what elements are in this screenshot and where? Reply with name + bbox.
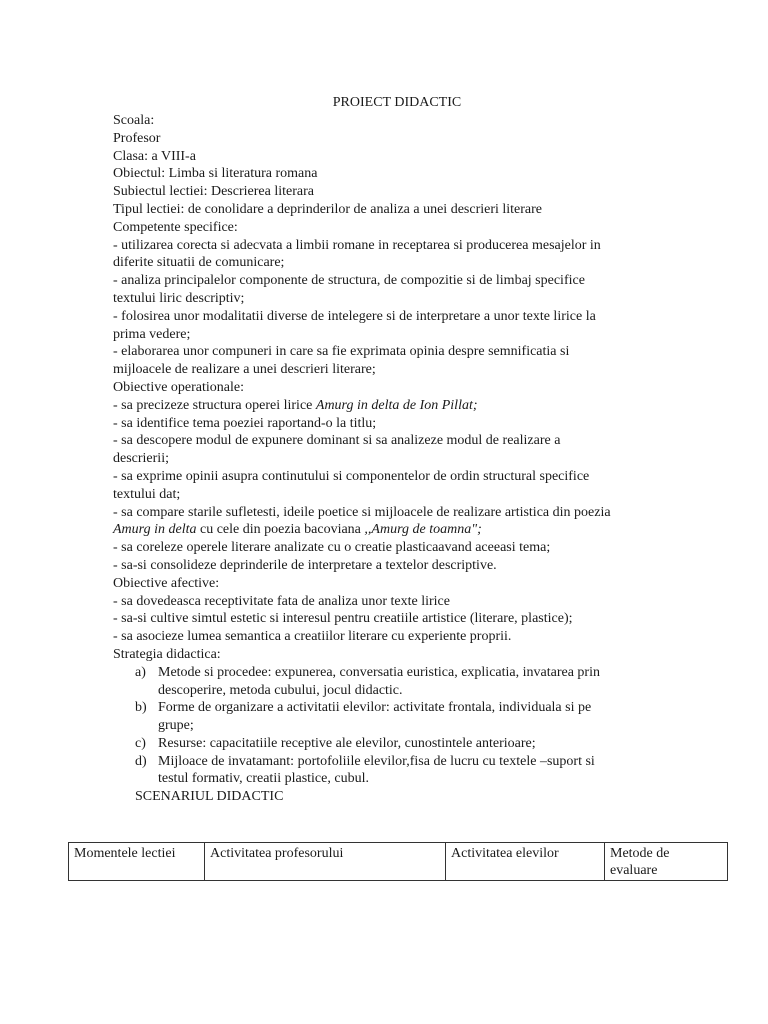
- obiectiv-operational-item-cont: textului dat;: [113, 486, 181, 502]
- list-item: [113, 664, 653, 700]
- competenta-item-cont: mijloacele de realizare a unei descrieri literare;: [113, 362, 376, 378]
- list-marker: c): [135, 735, 146, 751]
- competenta-item-cont: prima vedere;: [113, 326, 191, 342]
- obiectiv-operational-item: - sa-si consolideze deprinderile de interpretare a textelor descriptive.: [113, 557, 497, 573]
- list-marker: b): [135, 700, 147, 716]
- obiectiv-operational-item: - sa coreleze operele literare analizate cu o creatie plasticaavand aceeasi tema;: [113, 540, 551, 556]
- document-title: PROIECT DIDACTIC: [332, 95, 462, 110]
- obiectiv-afectiv-item: - sa asocieze lumea semantica a creatiilor literare cu experiente proprii.: [113, 629, 512, 645]
- list-item-text: testul formativ, creatii plastice, cubul.: [158, 771, 369, 787]
- competente-heading: Competente specifice:: [113, 219, 238, 235]
- obiectiv-text: - sa precizeze structura operei lirice: [113, 397, 316, 413]
- obiectiv-operational-item: - sa descopere modul de expunere dominant si sa analizeze modul de realizare a: [113, 433, 561, 449]
- obiectiv-operational-item: - sa identifice tema poeziei raportand-o la titlu;: [113, 415, 377, 431]
- profesor-line: Profesor: [113, 130, 161, 146]
- obiectiv-afectiv-item: - sa-si cultive simtul estetic si interesul pentru creatiile artistice (literare, plastice);: [113, 611, 573, 627]
- obiectiv-operational-item-cont: descrierii;: [113, 451, 169, 467]
- list-item-text: Metode si procedee: expunerea, conversatia euristica, explicatia, invatarea prin: [158, 664, 600, 680]
- obiectiv-operational-item: - sa compare starile sufletesti, ideile poetice si mijloacele de realizare artistica din poezia: [113, 504, 611, 520]
- competenta-item-cont: textului liric descriptiv;: [113, 290, 245, 306]
- list-marker: d): [135, 753, 147, 769]
- poem-title-italic: Amurg in delta de Ion Pillat;: [315, 397, 478, 413]
- poem-title-italic: Amurg in delta: [113, 522, 197, 538]
- list-item-text: Forme de organizare a activitatii elevilor: activitate frontala, individuala si pe: [158, 700, 592, 716]
- list-item: [113, 699, 653, 735]
- table-header-cell: Activitatea elevilor: [446, 843, 605, 881]
- strategia-heading: Strategia didactica:: [113, 646, 221, 662]
- table-header-text: evaluare: [610, 863, 658, 878]
- obiectiv-operational-item: - sa exprime opinii asupra continutului si componentelor de ordin structural specifice: [113, 468, 590, 484]
- competenta-item-cont: diferite situatii de comunicare;: [113, 255, 285, 271]
- obiectiv-afectiv-item: - sa dovedeasca receptivitate fata de analiza unor texte lirice: [113, 593, 450, 609]
- obiectiv-operational-item: [113, 397, 653, 415]
- poem-title-italic: ,,Amurg de toamna";: [364, 522, 482, 538]
- clasa-line: Clasa: a VIII-a: [113, 148, 196, 164]
- list-marker: a): [135, 664, 146, 680]
- strategia-list: [113, 664, 653, 789]
- subiectul-line: Subiectul lectiei: Descrierea literara: [113, 184, 314, 200]
- competenta-item: - analiza principalelor componente de structura, de compozitie si de limbaj specifice: [113, 273, 585, 289]
- competenta-item: - elaborarea unor compuneri in care sa fie exprimata opinia despre semnificatia si: [113, 344, 570, 360]
- table-header-cell: [605, 843, 728, 881]
- obiective-operationale-heading: Obiective operationale:: [113, 379, 244, 395]
- list-item-text: descoperire, metoda cubului, jocul didactic.: [158, 682, 403, 698]
- list-item: [113, 753, 653, 789]
- table-header-cell: Activitatea profesorului: [205, 843, 446, 881]
- competenta-item: - folosirea unor modalitatii diverse de intelegere si de interpretare a unor texte lirice la: [113, 308, 596, 324]
- list-item: [113, 735, 653, 753]
- table-header-cell: Momentele lectiei: [69, 843, 205, 881]
- list-item-text: grupe;: [158, 718, 194, 734]
- tipul-line: Tipul lectiei: de conolidare a deprinderilor de analiza a unei descrieri literare: [113, 201, 543, 217]
- obiectiv-text: cu cele din poezia bacoviana: [196, 522, 365, 538]
- list-item-text: Resurse: capacitatiile receptive ale elevilor, cunostintele anterioare;: [158, 735, 536, 751]
- list-item-text: Mijloace de invatamant: portofoliile elevilor,fisa de lucru cu textele –suport si: [158, 753, 595, 769]
- obiectiv-operational-item-cont: [113, 521, 653, 539]
- scenariu-heading: SCENARIUL DIDACTIC: [135, 789, 284, 805]
- table-header-text: Metode de: [610, 846, 670, 861]
- scenario-table: [68, 842, 728, 881]
- obiectul-line: Obiectul: Limba si literatura romana: [113, 166, 318, 182]
- table-header-row: [69, 843, 728, 881]
- document-body: [113, 112, 653, 806]
- obiective-afective-heading: Obiective afective:: [113, 575, 220, 591]
- competenta-item: - utilizarea corecta si adecvata a limbii romane in receptarea si producerea mesajelor in: [113, 237, 601, 253]
- scoala-line: Scoala:: [113, 113, 155, 128]
